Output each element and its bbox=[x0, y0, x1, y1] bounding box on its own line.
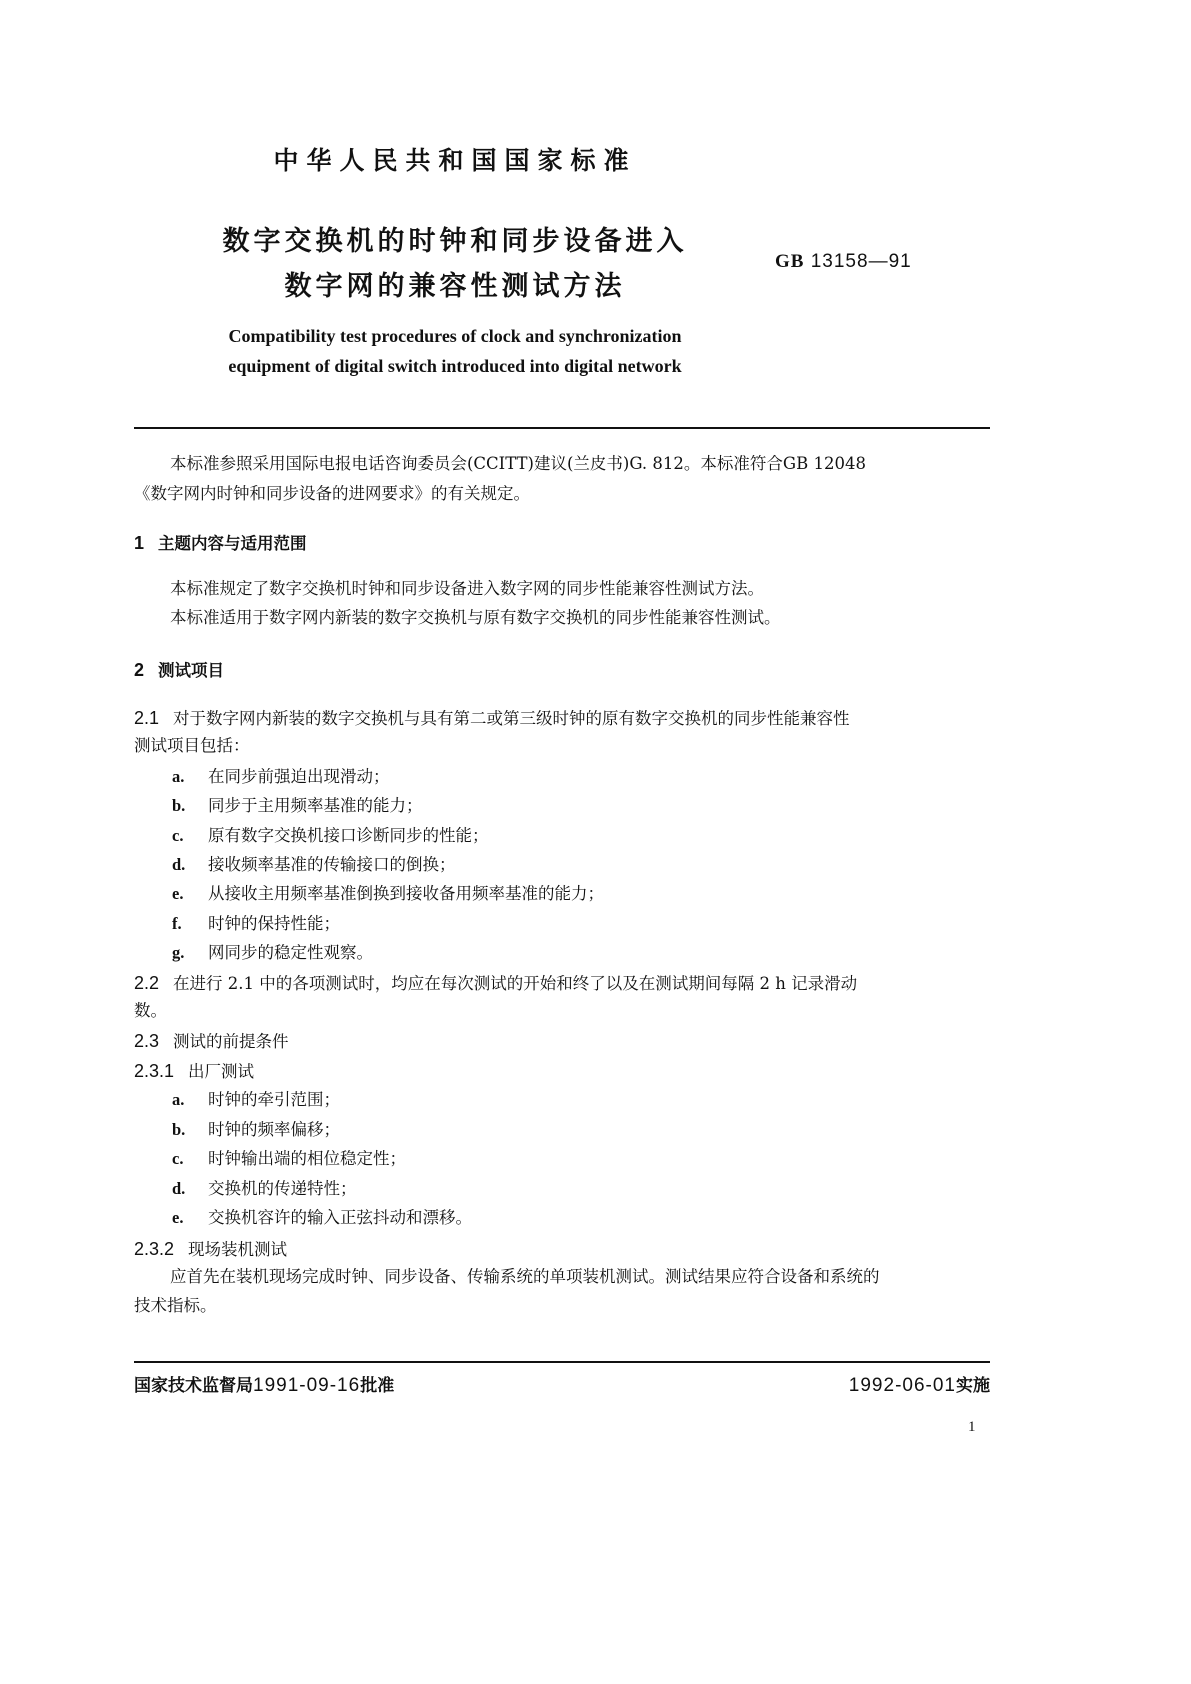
item-text: 从接收主用频率基准倒换到接收备用频率基准的能力； bbox=[208, 884, 604, 904]
list-item bbox=[172, 1210, 472, 1227]
clause-2-3-2-line-2: 技术指标。 bbox=[134, 1296, 217, 1315]
english-title-1: Compatibility test procedures of clock and synchronization bbox=[228, 326, 682, 346]
clause-2-3-heading: 2.3 测试的前提条件 bbox=[134, 1031, 289, 1051]
list-item bbox=[172, 769, 390, 786]
item-text: 时钟的牵引范围； bbox=[208, 1090, 340, 1109]
item-label: a. bbox=[172, 1090, 185, 1109]
list-item bbox=[172, 1092, 340, 1109]
list-item bbox=[172, 1119, 340, 1139]
clause-2-1-line-1: 2.1 对于数字网内新装的数字交换机与具有第二或第三级时钟的原有数字交换机的同步性能兼容性 bbox=[134, 708, 850, 728]
list-item bbox=[172, 1151, 406, 1168]
clause-2-3-2-line-1: 应首先在装机现场完成时钟、同步设备、传输系统的单项装机测试。测试结果应符合设备和系统的 bbox=[170, 1267, 880, 1286]
item-label: d. bbox=[172, 1178, 186, 1198]
list-item bbox=[172, 798, 423, 815]
item-text: 在同步前强迫出现滑动； bbox=[208, 767, 390, 786]
list-item bbox=[172, 942, 373, 962]
approval-info: 国家技术监督局1991-09-16批准 bbox=[134, 1375, 395, 1396]
item-text: 时钟的保持性能； bbox=[208, 913, 340, 933]
item-label: e. bbox=[172, 1208, 184, 1227]
item-text: 原有数字交换机接口诊断同步的性能； bbox=[208, 825, 489, 845]
item-text: 交换机的传递特性； bbox=[208, 1178, 357, 1198]
item-text: 时钟输出端的相位稳定性； bbox=[208, 1149, 406, 1168]
list-item bbox=[172, 825, 489, 845]
section-1-para-1: 本标准规定了数字交换机时钟和同步设备进入数字网的同步性能兼容性测试方法。 bbox=[170, 579, 764, 598]
item-label: d. bbox=[172, 854, 186, 874]
item-label: b. bbox=[172, 796, 186, 816]
title-line-2: 数字网的兼容性测试方法 bbox=[284, 271, 626, 302]
effective-info: 1992-06-01实施 bbox=[848, 1375, 990, 1396]
item-text: 交换机容许的输入正弦抖动和漂移。 bbox=[208, 1208, 472, 1227]
standard-type: 中华人民共和国国家标准 bbox=[273, 146, 637, 175]
clause-2-2-line-1: 2.2 在进行 2.1 中的各项测试时，均应在每次测试的开始和终了以及在测试期间每隔 2 h 记录滑动 bbox=[134, 973, 858, 993]
section-1-heading: 1 主题内容与适用范围 bbox=[134, 533, 307, 553]
intro-line-1: 本标准参照采用国际电报电话咨询委员会(CCITT)建议(兰皮书)G. 812。本标准符合GB 12048 bbox=[170, 454, 866, 473]
item-text: 时钟的频率偏移； bbox=[208, 1119, 340, 1139]
item-label: b. bbox=[172, 1119, 186, 1139]
page-number: 1 bbox=[968, 1419, 976, 1435]
list-item bbox=[172, 854, 456, 874]
item-label: c. bbox=[172, 1149, 184, 1168]
list-item bbox=[172, 886, 604, 903]
gb-number: 13158—91 bbox=[810, 251, 912, 272]
clause-2-2-line-2: 数。 bbox=[134, 1001, 167, 1020]
item-label: f. bbox=[172, 913, 182, 933]
item-text: 接收频率基准的传输接口的倒换； bbox=[208, 854, 456, 874]
title-line-1: 数字交换机的时钟和同步设备进入 bbox=[222, 226, 688, 257]
clause-2-3-2-heading: 2.3.2 现场装机测试 bbox=[134, 1239, 288, 1259]
standard-number bbox=[775, 252, 912, 271]
item-label: c. bbox=[172, 825, 184, 845]
item-label: e. bbox=[172, 884, 184, 904]
item-label: g. bbox=[172, 942, 185, 962]
intro-line-2: 《数字网内时钟和同步设备的进网要求》的有关规定。 bbox=[134, 484, 530, 503]
clause-2-1-line-2: 测试项目包括： bbox=[134, 736, 250, 755]
item-label: a. bbox=[172, 767, 185, 786]
section-1-para-2: 本标准适用于数字网内新装的数字交换机与原有数字交换机的同步性能兼容性测试。 bbox=[170, 608, 781, 627]
header-divider bbox=[134, 427, 990, 429]
gb-prefix: GB bbox=[775, 251, 805, 272]
item-text: 网同步的稳定性观察。 bbox=[208, 942, 373, 962]
clause-2-3-1-heading: 2.3.1 出厂测试 bbox=[134, 1061, 255, 1081]
item-text: 同步于主用频率基准的能力； bbox=[208, 796, 423, 816]
section-2-heading: 2 测试项目 bbox=[134, 660, 225, 680]
english-title-2: equipment of digital switch introduced into digital network bbox=[228, 356, 682, 376]
list-item bbox=[172, 1178, 357, 1198]
footer-divider bbox=[134, 1361, 990, 1363]
list-item bbox=[172, 913, 340, 933]
